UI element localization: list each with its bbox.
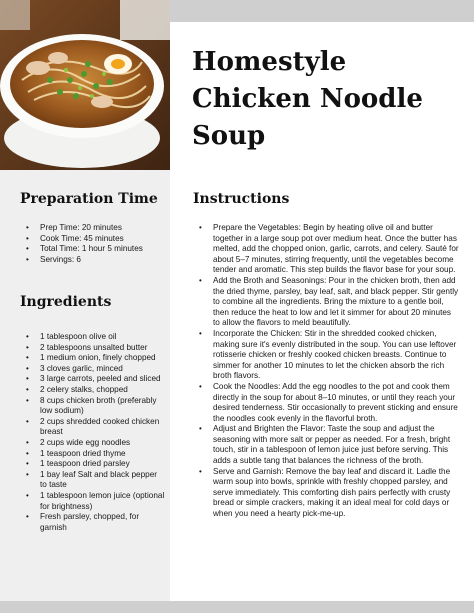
instruction-step: • Serve and Garnish: Remove the bay leaf and discard it. Ladle the warm soup into bowls, sprinkle with freshly chopped parsley, and serve immediately. This comforting dish pairs perfectly with crusty bread or simple crackers, making it an ideal meal for cold days or when you need a hearty pick-me-up.	[193, 467, 459, 520]
list-item: • 1 medium onion, finely chopped	[20, 353, 165, 364]
instruction-step: • Prepare the Vegetables: Begin by heating olive oil and butter together in a large soup pot over medium heat. Once the butter has melted, add the chopped onion, garlic, carrots, and celery. Sauté for about 5–7 minutes, stirring frequently, until the vegetables become tender and aromatic. This step builds the flavor base for your soup.	[193, 223, 459, 276]
list-item: • 8 cups chicken broth (preferably low sodium)	[20, 396, 165, 417]
preparation-heading: Preparation Time	[20, 191, 158, 207]
list-item: • Servings: 6	[20, 255, 165, 266]
list-item: • 2 celery stalks, chopped	[20, 385, 165, 396]
soup-photo	[0, 0, 170, 170]
list-item: • 1 tablespoon olive oil	[20, 332, 165, 343]
list-item: • 1 teaspoon dried thyme	[20, 449, 165, 460]
list-item: • 3 large carrots, peeled and sliced	[20, 374, 165, 385]
instruction-step: • Add the Broth and Seasonings: Pour in the chicken broth, then add the dried thyme, parsley, bay leaf, salt, and black pepper. Stir gently to combine all the ingredients. Bring the mixture to a gentle boil, then reduce the heat to low and let it simmer for about 20 minutes to allow the flavors to meld beautifully.	[193, 276, 459, 329]
list-item: • 1 bay leaf Salt and black pepper to taste	[20, 470, 165, 491]
soup-bowl-image	[0, 0, 170, 170]
instruction-step: • Incorporate the Chicken: Stir in the shredded cooked chicken, making sure it's evenly distributed in the soup. You can use leftover rotisserie chicken or freshly cooked chicken breasts. Continue to simmer for another 10 minutes to let the chicken absorb the rich broth flavors.	[193, 329, 459, 382]
list-item: • 3 cloves garlic, minced	[20, 364, 165, 375]
instruction-step: • Cook the Noodles: Add the egg noodles to the pot and cook them directly in the soup for about 8–10 minutes, or until they reach your desired tenderness. Stir occasionally to prevent sticking and ensure the noodles cook evenly in the flavorful broth.	[193, 382, 459, 424]
list-item: • 2 cups shredded cooked chicken breast	[20, 417, 165, 438]
ingredients-list	[20, 332, 165, 533]
instructions-list	[193, 223, 459, 520]
instructions-heading: Instructions	[193, 191, 290, 207]
list-item: • 2 tablespoons unsalted butter	[20, 343, 165, 354]
bottom-footer-band	[0, 601, 474, 613]
list-item: • Cook Time: 45 minutes	[20, 234, 165, 245]
recipe-title: Homestyle Chicken Noodle Soup	[192, 47, 423, 151]
list-item: • 1 tablespoon lemon juice (optional for brightness)	[20, 491, 165, 512]
instruction-step: • Adjust and Brighten the Flavor: Taste the soup and adjust the seasoning with more salt or pepper as needed. For a fresh, bright touch, stir in a tablespoon of lemon juice just before serving. This adds a subtle tang that balances the richness of the broth.	[193, 424, 459, 466]
list-item: • Total Time: 1 hour 5 minutes	[20, 244, 165, 255]
list-item: • Prep Time: 20 minutes	[20, 223, 165, 234]
top-header-band	[170, 0, 474, 22]
ingredients-heading: Ingredients	[20, 294, 112, 310]
preparation-list	[20, 223, 165, 265]
list-item: • 1 teaspoon dried parsley	[20, 459, 165, 470]
list-item: • Fresh parsley, chopped, for garnish	[20, 512, 165, 533]
list-item: • 2 cups wide egg noodles	[20, 438, 165, 449]
